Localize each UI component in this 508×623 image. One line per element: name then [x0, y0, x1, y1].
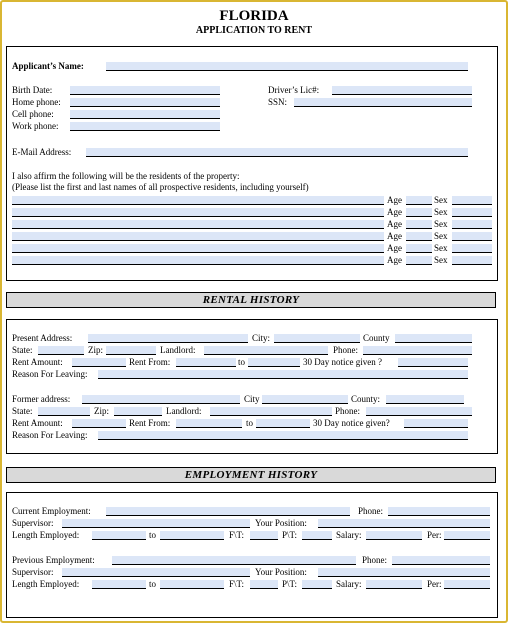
present-phone-field[interactable] [363, 346, 472, 355]
previous-pt-field[interactable] [302, 580, 332, 589]
present-notice-label: 30 Day notice given ? [303, 357, 382, 367]
resident-age-label: Age [387, 219, 402, 229]
current-phone-label: Phone: [358, 506, 384, 516]
resident-sex-field[interactable] [452, 220, 492, 229]
current-length-from-field[interactable] [92, 531, 146, 540]
resident-name-field[interactable] [12, 196, 384, 205]
resident-age-field[interactable] [406, 208, 432, 217]
previous-length-label: Length Employed: [12, 579, 80, 589]
resident-age-label: Age [387, 243, 402, 253]
resident-age-label: Age [387, 231, 402, 241]
current-phone-field[interactable] [388, 507, 490, 516]
present-rent-from-field[interactable] [176, 358, 236, 367]
previous-employment-field[interactable] [112, 556, 356, 565]
resident-sex-field[interactable] [452, 196, 492, 205]
former-county-label: County: [351, 394, 381, 404]
previous-per-label: Per: [427, 579, 442, 589]
employment-history-heading: EMPLOYMENT HISTORY [6, 467, 496, 483]
former-zip-label: Zip: [94, 406, 109, 416]
previous-phone-label: Phone: [362, 555, 388, 565]
current-per-field[interactable] [444, 531, 490, 540]
previous-to-label: to [149, 579, 157, 589]
former-address-field[interactable] [82, 395, 240, 404]
current-pt-label: P\T: [282, 530, 298, 540]
birth-date-field[interactable] [70, 86, 220, 95]
present-notice-field[interactable] [398, 358, 468, 367]
present-city-field[interactable] [274, 334, 360, 343]
former-state-field[interactable] [38, 407, 90, 416]
resident-name-field[interactable] [12, 244, 384, 253]
resident-age-field[interactable] [406, 196, 432, 205]
resident-age-field[interactable] [406, 256, 432, 265]
former-rent-amount-field[interactable] [72, 419, 126, 428]
affirm-text-line2: (Please list the first and last names of all prospective residents, including yourself) [12, 182, 309, 192]
present-landlord-label: Landlord: [160, 345, 196, 355]
resident-sex-field[interactable] [452, 208, 492, 217]
former-notice-label: 30 Day notice given? [313, 418, 390, 428]
present-state-label: State: [12, 345, 33, 355]
resident-name-field[interactable] [12, 208, 384, 217]
former-reason-field[interactable] [98, 431, 468, 440]
resident-sex-field[interactable] [452, 232, 492, 241]
current-length-label: Length Employed: [12, 530, 80, 540]
resident-sex-label: Sex [434, 219, 448, 229]
email-field[interactable] [86, 148, 468, 157]
current-supervisor-field[interactable] [62, 519, 250, 528]
previous-position-label: Your Position: [255, 567, 307, 577]
work-phone-field[interactable] [70, 122, 220, 131]
work-phone-label: Work phone: [12, 121, 59, 131]
current-per-label: Per: [427, 530, 442, 540]
drivers-lic-label: Driver’s Lic#: [268, 85, 320, 95]
current-supervisor-label: Supervisor: [12, 518, 54, 528]
resident-sex-label: Sex [434, 231, 448, 241]
present-address-field[interactable] [88, 334, 248, 343]
previous-supervisor-label: Supervisor: [12, 567, 54, 577]
current-ft-label: F\T: [229, 530, 245, 540]
ssn-field[interactable] [294, 98, 472, 107]
former-phone-label: Phone: [335, 406, 361, 416]
present-phone-label: Phone: [333, 345, 359, 355]
current-pt-field[interactable] [302, 531, 332, 540]
former-rent-from-label: Rent From: [129, 418, 171, 428]
former-state-label: State: [12, 406, 33, 416]
resident-age-field[interactable] [406, 244, 432, 253]
resident-sex-label: Sex [434, 207, 448, 217]
drivers-lic-field[interactable] [332, 86, 472, 95]
current-length-to-field[interactable] [160, 531, 224, 540]
form-state-title: FLORIDA [219, 8, 289, 24]
current-employment-label: Current Employment: [12, 506, 91, 516]
former-reason-label: Reason For Leaving: [12, 430, 88, 440]
resident-sex-label: Sex [434, 195, 448, 205]
cell-phone-field[interactable] [70, 110, 220, 119]
resident-age-label: Age [387, 195, 402, 205]
resident-age-field[interactable] [406, 220, 432, 229]
present-rent-to-field[interactable] [248, 358, 300, 367]
previous-ft-field[interactable] [250, 580, 278, 589]
previous-phone-field[interactable] [392, 556, 490, 565]
cell-phone-label: Cell phone: [12, 109, 54, 119]
former-rent-amount-label: Rent Amount: [12, 418, 63, 428]
previous-pt-label: P\T: [282, 579, 298, 589]
affirm-text-line1: I also affirm the following will be the residents of the property: [12, 171, 240, 181]
home-phone-field[interactable] [70, 98, 220, 107]
previous-per-field[interactable] [444, 580, 490, 589]
current-position-label: Your Position: [255, 518, 307, 528]
applicant-name-label: Applicant’s Name: [12, 61, 84, 71]
present-rent-amount-label: Rent Amount: [12, 357, 63, 367]
resident-name-field[interactable] [12, 220, 384, 229]
present-county-field[interactable] [395, 334, 472, 343]
email-label: E-Mail Address: [12, 147, 72, 157]
present-zip-field[interactable] [106, 346, 156, 355]
former-address-label: Former address: [12, 394, 71, 404]
previous-length-to-field[interactable] [160, 580, 224, 589]
previous-salary-field[interactable] [366, 580, 422, 589]
former-landlord-field[interactable] [210, 407, 332, 416]
present-to-label: to [238, 357, 246, 367]
resident-sex-label: Sex [434, 255, 448, 265]
resident-sex-label: Sex [434, 243, 448, 253]
former-to-label: to [246, 418, 254, 428]
present-address-label: Present Address: [12, 333, 73, 343]
former-landlord-label: Landlord: [166, 406, 202, 416]
former-phone-field[interactable] [366, 407, 472, 416]
resident-age-field[interactable] [406, 232, 432, 241]
birth-date-label: Birth Date: [12, 85, 53, 95]
previous-ft-label: F\T: [229, 579, 245, 589]
former-notice-field[interactable] [404, 419, 468, 428]
resident-name-field[interactable] [12, 232, 384, 241]
present-landlord-field[interactable] [204, 346, 328, 355]
present-zip-label: Zip: [88, 345, 103, 355]
previous-supervisor-field[interactable] [62, 568, 250, 577]
current-ft-field[interactable] [250, 531, 278, 540]
former-county-field[interactable] [386, 395, 464, 404]
current-salary-field[interactable] [366, 531, 422, 540]
resident-age-label: Age [387, 255, 402, 265]
former-zip-field[interactable] [114, 407, 162, 416]
current-employment-field[interactable] [106, 507, 350, 516]
resident-name-field[interactable] [12, 256, 384, 265]
previous-position-field[interactable] [318, 568, 490, 577]
resident-sex-field[interactable] [452, 244, 492, 253]
resident-age-label: Age [387, 207, 402, 217]
former-city-label: City [244, 394, 260, 404]
former-city-field[interactable] [262, 395, 348, 404]
current-salary-label: Salary: [336, 530, 362, 540]
previous-salary-label: Salary: [336, 579, 362, 589]
applicant-name-field[interactable] [106, 62, 468, 71]
previous-length-from-field[interactable] [92, 580, 146, 589]
present-reason-label: Reason For Leaving: [12, 369, 88, 379]
home-phone-label: Home phone: [12, 97, 61, 107]
ssn-label: SSN: [268, 97, 288, 107]
present-rent-from-label: Rent From: [129, 357, 171, 367]
current-to-label: to [149, 530, 157, 540]
former-rent-to-field[interactable] [256, 419, 310, 428]
rental-history-heading: RENTAL HISTORY [6, 292, 496, 308]
former-rent-from-field[interactable] [176, 419, 242, 428]
present-county-label: County [363, 333, 390, 343]
present-rent-amount-field[interactable] [72, 358, 126, 367]
present-city-label: City: [252, 333, 271, 343]
present-reason-field[interactable] [98, 370, 468, 379]
current-position-field[interactable] [318, 519, 490, 528]
previous-employment-label: Previous Employment: [12, 555, 95, 565]
form-subtitle: APPLICATION TO RENT [195, 25, 313, 36]
present-state-field[interactable] [38, 346, 84, 355]
resident-sex-field[interactable] [452, 256, 492, 265]
